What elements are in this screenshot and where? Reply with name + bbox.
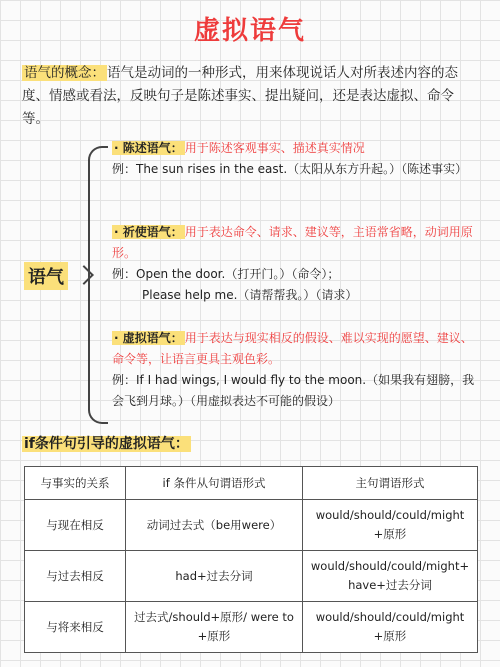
mood-name: · 祈使语气： <box>114 225 183 239</box>
concept-paragraph <box>22 62 480 131</box>
subjunctive-table <box>24 466 478 653</box>
table-cell: would/should/could/might+ have+过去分词 <box>303 551 478 602</box>
table-cell: would/should/could/might +原形 <box>303 602 478 653</box>
subtitle <box>22 433 191 453</box>
page-title: 虚拟语气 <box>193 16 306 46</box>
table-header: 与事实的关系 <box>25 467 126 500</box>
mood-name: · 陈述语气： <box>114 141 183 155</box>
concept-text: 语气是动词的一种形式，用来体现说话人对所表述内容的态度、情感或看法，反映句子是陈述事实、提出疑问，还是表达虚拟、命令等。 <box>22 65 458 127</box>
mood-side-label: 语气 <box>24 262 68 290</box>
mood-subjunctive <box>112 328 480 412</box>
mood-imperative <box>112 222 480 306</box>
mood-desc: 用于陈述客观事实、描述真实情况 <box>184 141 365 155</box>
table-cell: 过去式/should+原形/ were to +原形 <box>126 602 303 653</box>
table-cell: would/should/could/might +原形 <box>303 500 478 551</box>
subtitle-text: if条件句引导的虚拟语气： <box>24 436 189 452</box>
mood-example: 例：The sun rises in the east.（太阳从东方升起。）（陈述事实） <box>112 162 468 176</box>
mood-desc: 用于表达命令、请求、建议等，主语常省略，动词用原形。 <box>112 225 473 260</box>
table-row <box>25 551 478 602</box>
mood-indicative <box>112 138 480 180</box>
mood-example: 例：Open the door.（打开门。）（命令）； <box>112 267 340 281</box>
table-cell: 动词过去式（be用were） <box>126 500 303 551</box>
mood-example: 例：If I had wings, I would fly to the moon.（如果我有翅膀，我会飞到月球。）（用虚拟表达不可能的假设） <box>112 373 475 408</box>
table-header: if 条件从句谓语形式 <box>126 467 303 500</box>
table-cell: 与将来相反 <box>25 602 126 653</box>
table-header-row <box>25 467 478 500</box>
concept-label: 语气的概念： <box>24 65 105 81</box>
mood-desc: 用于表达与现实相反的假设、难以实现的愿望、建议、命令等，让语言更具主观色彩。 <box>112 331 473 366</box>
table-cell: 与过去相反 <box>25 551 126 602</box>
table-header: 主句谓语形式 <box>303 467 478 500</box>
curly-brace <box>88 146 108 424</box>
table-row <box>25 500 478 551</box>
table-cell: 与现在相反 <box>25 500 126 551</box>
table-row <box>25 602 478 653</box>
mood-example: Please help me.（请帮帮我。）（请求） <box>142 288 358 302</box>
table-cell: had+过去分词 <box>126 551 303 602</box>
mood-name: · 虚拟语气： <box>114 331 183 345</box>
